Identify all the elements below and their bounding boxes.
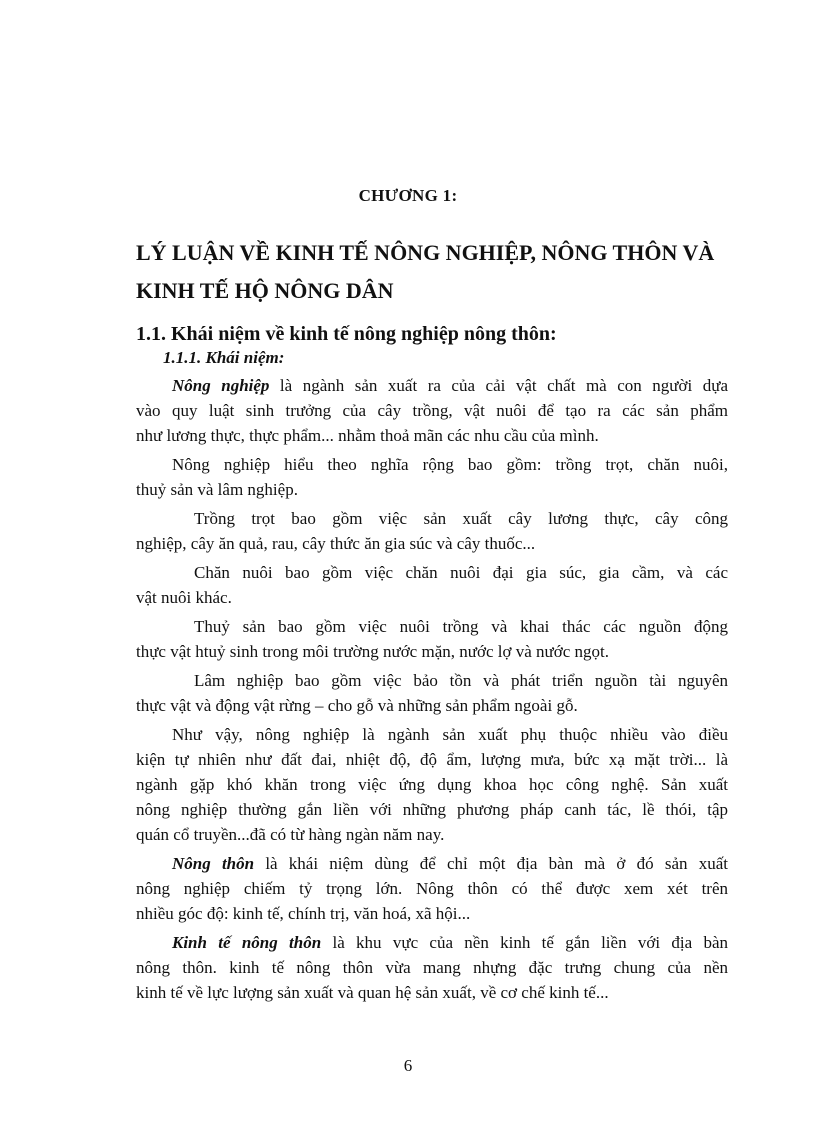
chapter-title-line-2: KINH TẾ HỘ NÔNG DÂN	[136, 278, 394, 303]
text-line: nông nghiệp thường gắn liền với những phương pháp canh tác, lề thói, tập	[136, 800, 728, 819]
paragraph-nghia-rong	[136, 452, 728, 502]
text-span: là khu vực của nền kinh tế gắn liền với địa bàn	[321, 933, 728, 952]
paragraph-kinh-te-nong-thon	[136, 930, 728, 1005]
text-line: nhiều góc độ: kinh tế, chính trị, văn hoá, xã hội...	[136, 904, 471, 923]
paragraph-nong-thon	[136, 851, 728, 926]
chapter-heading: CHƯƠNG 1:	[358, 186, 458, 205]
page-number: 6	[403, 1056, 413, 1075]
text-line	[136, 930, 728, 955]
paragraph-nong-nghiep-cont	[136, 398, 728, 448]
paragraph-thuy-san	[136, 614, 728, 664]
chapter-title-line-1: LÝ LUẬN VỀ KINH TẾ NÔNG NGHIỆP, NÔNG THÔN VÀ	[136, 240, 715, 265]
text-line: kinh tế về lực lượng sản xuất và quan hệ sản xuất, về cơ chế kinh tế...	[136, 983, 609, 1002]
text-line: nông thôn. kinh tế nông thôn vừa mang nhựng đặc trưng chung của nền	[136, 958, 728, 977]
text-line	[136, 851, 728, 876]
term-kinh-te-nong-thon: Kinh tế nông thôn	[172, 933, 322, 952]
paragraph-nong-nghiep	[136, 373, 728, 398]
term-nong-nghiep: Nông nghiệp	[172, 376, 270, 395]
subsection-heading: 1.1.1. Khái niệm:	[163, 348, 285, 367]
chapter-title	[136, 234, 736, 310]
text-line: Chăn nuôi bao gồm việc chăn nuôi đại gia súc, gia cầm, và các	[194, 563, 728, 582]
text-line: như lương thực, thực phẩm... nhằm thoả mãn các nhu cầu của mình.	[136, 426, 599, 445]
text-line: Nông nghiệp hiểu theo nghĩa rộng bao gồm: trồng trọt, chăn nuôi,	[172, 455, 728, 474]
text-line: Như vậy, nông nghiệp là ngành sản xuất phụ thuộc nhiều vào điều	[172, 725, 728, 744]
text-line: thực vật htuỷ sinh trong môi trường nước mặn, nước lợ và nước ngọt.	[136, 642, 609, 661]
section-heading: 1.1. Khái niệm về kinh tế nông nghiệp nông thôn:	[136, 323, 557, 345]
paragraph-trong-trot	[136, 506, 728, 556]
paragraph-nhu-vay	[136, 722, 728, 847]
body-text	[136, 373, 728, 1005]
text-line: Lâm nghiệp bao gồm việc bảo tồn và phát triển nguồn tài nguyên	[194, 671, 728, 690]
paragraph-lam-nghiep	[136, 668, 728, 718]
text-span: là khái niệm dùng để chỉ một địa bàn mà ở đó sản xuất	[254, 854, 728, 873]
text-line	[172, 373, 728, 398]
text-span: là ngành sản xuất ra của cải vật chất mà con người dựa	[269, 376, 728, 395]
text-line: Trồng trọt bao gồm việc sản xuất cây lương thực, cây công	[194, 509, 728, 528]
text-line: thực vật và động vật rừng – cho gỗ và những sản phẩm ngoài gỗ.	[136, 696, 578, 715]
text-line: vào quy luật sinh trưởng của cây trồng, vật nuôi để tạo ra các sản phẩm	[136, 401, 728, 420]
term-nong-thon: Nông thôn	[172, 854, 255, 873]
text-line: vật nuôi khác.	[136, 588, 232, 607]
paragraph-chan-nuoi	[136, 560, 728, 610]
text-line: nông nghiệp chiếm tỷ trọng lớn. Nông thôn có thể được xem xét trên	[136, 879, 728, 898]
text-line: nghiệp, cây ăn quả, rau, cây thức ăn gia súc và cây thuốc...	[136, 534, 536, 553]
text-line: thuỷ sản và lâm nghiệp.	[136, 480, 298, 499]
text-line: kiện tự nhiên như đất đai, nhiệt độ, độ ẩm, lượng mưa, bức xạ mặt trời... là	[136, 750, 728, 769]
text-line: Thuỷ sản bao gồm việc nuôi trồng và khai thác các nguồn động	[194, 617, 728, 636]
text-line: quán cổ truyền...đã có từ hàng ngàn năm nay.	[136, 825, 445, 844]
text-line: ngành gặp khó khăn trong việc ứng dụng khoa học công nghệ. Sản xuất	[136, 775, 728, 794]
